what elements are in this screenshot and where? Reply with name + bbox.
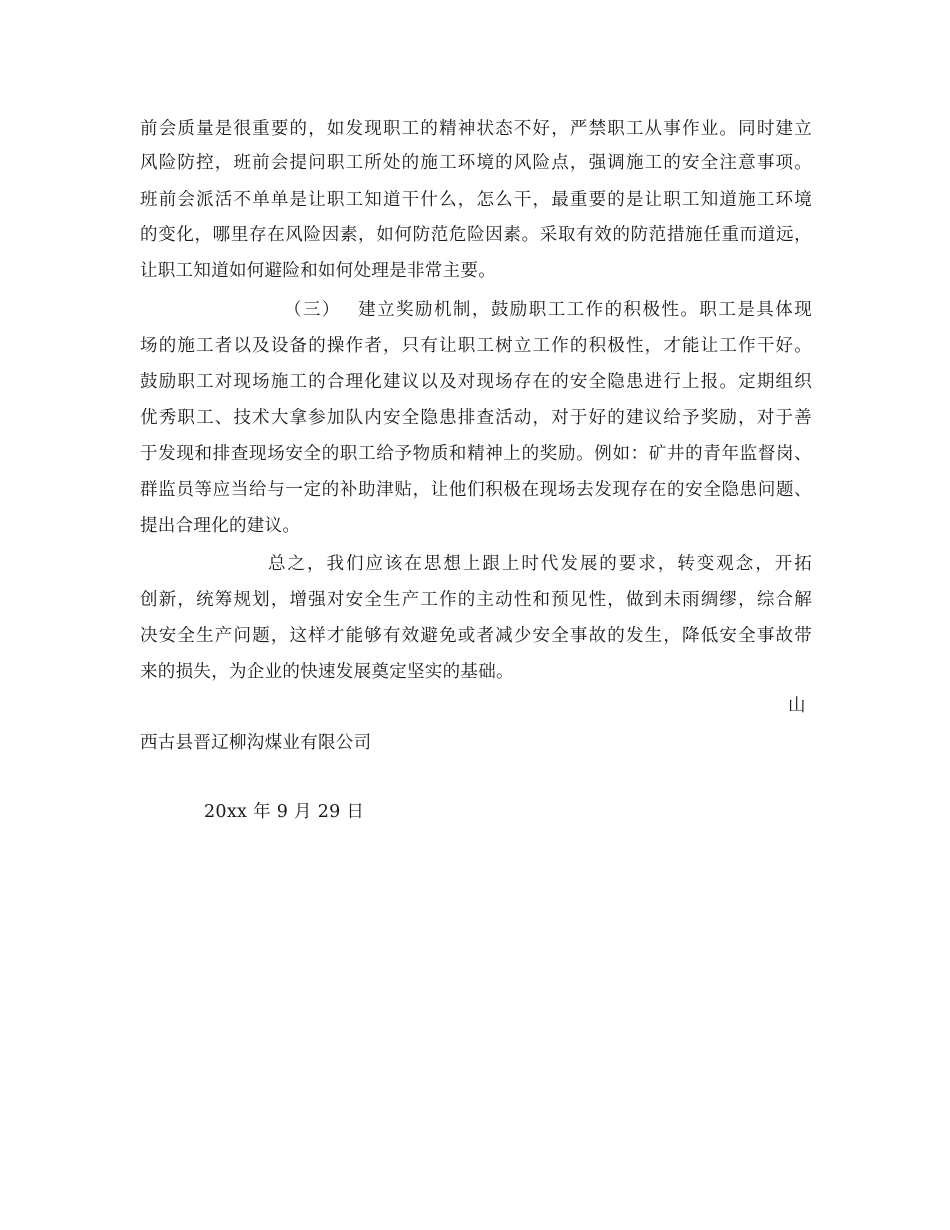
paragraph-1-line-4: 的变化，哪里存在风险因素，如何防范危险因素。采取有效的防范措施任重而道远，	[140, 225, 812, 245]
paragraph-3-line-3: 决安全生产问题，这样才能够有效避免或者减少安全事故的发生，降低安全事故带	[140, 626, 812, 646]
paragraph-2-line-2: 场的施工者以及设备的操作者，只有让职工树立工作的积极性，才能让工作干好。	[140, 336, 812, 356]
paragraph-3-line-2: 创新，统筹规划，增强对安全生产工作的主动性和预见性，做到未雨绸缪，综合解	[140, 590, 812, 610]
paragraph-1-line-3: 班前会派活不单单是让职工知道干什么，怎么干，最重要的是让职工知道施工环境	[140, 190, 812, 210]
paragraph-2-line-1: （三） 建立奖励机制，鼓励职工工作的积极性。职工是具体现	[284, 300, 812, 320]
paragraph-2-line-5: 于发现和排查现场安全的职工给予物质和精神上的奖励。例如：矿井的青年监督岗、	[140, 444, 812, 464]
paragraph-3-line-1: 总之，我们应该在思想上跟上时代发展的要求，转变观念，开拓	[268, 554, 812, 574]
signature-date: 20xx 年 9 月 29 日	[204, 802, 365, 822]
paragraph-2-line-6: 群监员等应当给与一定的补助津贴，让他们积极在现场去发现存在的安全隐患问题、	[140, 480, 812, 500]
signature-company-line-2: 西古县晋辽柳沟煤业有限公司	[140, 733, 372, 753]
paragraph-1-line-2: 风险防控，班前会提问职工所处的施工环境的风险点，强调施工的安全注意事项。	[140, 153, 812, 173]
paragraph-2-line-7: 提出合理化的建议。	[140, 516, 301, 536]
paragraph-3-line-4: 来的损失，为企业的快速发展奠定坚实的基础。	[140, 662, 514, 682]
signature-company-line-1: 山	[788, 696, 806, 716]
paragraph-2-line-4: 优秀职工、技术大拿参加队内安全隐患排查活动，对于好的建议给予奖励，对于善	[140, 408, 812, 428]
paragraph-1-line-5: 让职工知道如何避险和如何处理是非常主要。	[140, 261, 496, 281]
paragraph-2-line-3: 鼓励职工对现场施工的合理化建议以及对现场存在的安全隐患进行上报。定期组织	[140, 372, 812, 392]
paragraph-1-line-1: 前会质量是很重要的，如发现职工的精神状态不好，严禁职工从事作业。同时建立	[140, 119, 812, 139]
